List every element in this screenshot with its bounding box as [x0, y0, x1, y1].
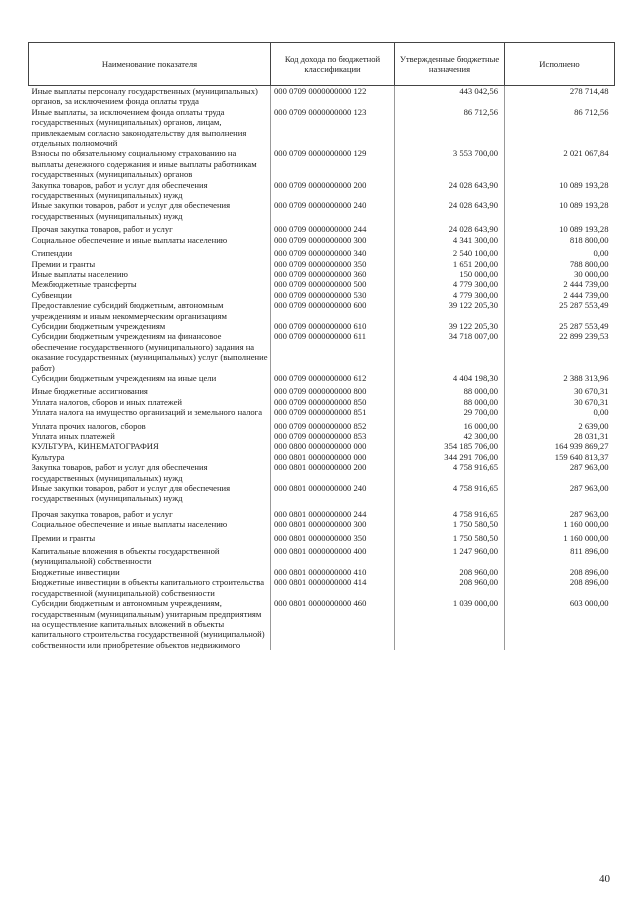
table-row [29, 519, 615, 529]
row-code: 000 0709 0000000000 850 [271, 397, 395, 407]
table-row [29, 279, 615, 289]
row-executed: 10 089 193,28 [559, 179, 609, 190]
row-name: КУЛЬТУРА, КИНЕМАТОГРАФИЯ [29, 441, 271, 451]
table-row [29, 452, 615, 462]
row-executed: 10 089 193,28 [559, 200, 609, 211]
row-executed: 164 939 869,27 [554, 441, 609, 452]
row-executed: 208 896,00 [569, 577, 609, 588]
row-name: Премии и гранты [29, 530, 271, 543]
row-code: 000 0709 0000000000 340 [271, 245, 395, 258]
table-row [29, 407, 615, 417]
table-row [29, 598, 615, 650]
row-name: Субсидии бюджетным и автономным учреждениям, государственным (муниципальным) унитарным предприятиям на осуществление капитальных вложений в объекты капитального строительства государственной (муниципальной) собственности или приобретение объектов недвижимого [29, 598, 271, 650]
header-approved-appropriations: Утвержденные бюджетные назначения [395, 43, 505, 86]
row-code: 000 0801 0000000000 350 [271, 530, 395, 543]
row-code: 000 0801 0000000000 300 [271, 519, 395, 529]
row-approved: 39 122 205,30 [395, 321, 505, 331]
row-name: Закупка товаров, работ и услуг для обеспечения государственных (муниципальных) нужд [29, 462, 271, 483]
row-approved: 4 404 198,30 [395, 373, 505, 383]
table-row [29, 577, 615, 598]
row-executed: 2 639,00 [578, 420, 609, 431]
row-approved: 208 960,00 [395, 577, 505, 598]
row-code: 000 0801 0000000000 000 [271, 452, 395, 462]
row-approved: 42 300,00 [395, 431, 505, 441]
table-row [29, 321, 615, 331]
table-row [29, 245, 615, 258]
row-executed: 22 899 239,53 [559, 331, 609, 342]
row-code: 000 0709 0000000000 500 [271, 279, 395, 289]
row-approved: 354 185 706,00 [395, 441, 505, 451]
row-name: Предоставление субсидий бюджетным, автономным учреждениям и иным некоммерческим организациям [29, 300, 271, 321]
row-name: Социальное обеспечение и иные выплаты населению [29, 235, 271, 245]
row-name: Субсидии бюджетным учреждениям [29, 321, 271, 331]
row-approved: 1 651 200,00 [395, 259, 505, 269]
table-row [29, 431, 615, 441]
row-approved: 3 553 700,00 [395, 148, 505, 179]
row-approved: 24 028 643,90 [395, 200, 505, 221]
row-code: 000 0801 0000000000 400 [271, 543, 395, 567]
row-code: 000 0709 0000000000 851 [271, 407, 395, 417]
table-body [29, 86, 615, 651]
header-indicator-name: Наименование показателя [29, 43, 271, 86]
table-row [29, 148, 615, 179]
row-approved: 4 779 300,00 [395, 290, 505, 300]
row-code: 000 0801 0000000000 414 [271, 577, 395, 598]
row-executed: 287 963,00 [569, 483, 609, 494]
table-row [29, 462, 615, 483]
row-code: 000 0709 0000000000 530 [271, 290, 395, 300]
row-approved: 88 000,00 [395, 383, 505, 396]
row-name: Уплата иных платежей [29, 431, 271, 441]
row-approved: 2 540 100,00 [395, 245, 505, 258]
row-executed: 0,00 [593, 248, 609, 259]
row-name: Взносы по обязательному социальному страхованию на выплаты денежного содержания и иные выплаты работникам государственных (муниципальных) органов [29, 148, 271, 179]
row-approved: 4 758 916,65 [395, 483, 505, 504]
row-code: 000 0709 0000000000 360 [271, 269, 395, 279]
row-name: Стипендии [29, 245, 271, 258]
row-name: Прочая закупка товаров, работ и услуг [29, 221, 271, 234]
row-code: 000 0709 0000000000 600 [271, 300, 395, 321]
row-approved: 150 000,00 [395, 269, 505, 279]
row-approved: 4 758 916,65 [395, 504, 505, 519]
row-executed: 28 031,31 [574, 431, 609, 441]
row-code: 000 0801 0000000000 460 [271, 598, 395, 650]
row-executed: 2 444 739,00 [563, 289, 609, 300]
row-executed: 25 287 553,49 [559, 300, 609, 311]
row-code: 000 0709 0000000000 122 [271, 86, 395, 107]
row-approved: 1 750 580,50 [395, 530, 505, 543]
row-approved: 16 000,00 [395, 418, 505, 431]
row-code: 000 0709 0000000000 800 [271, 383, 395, 396]
row-approved: 88 000,00 [395, 397, 505, 407]
table-row [29, 200, 615, 221]
row-approved: 344 291 706,00 [395, 452, 505, 462]
table-row [29, 235, 615, 245]
row-name: Межбюджетные трансферты [29, 279, 271, 289]
row-name: Уплата налога на имущество организаций и земельного налога [29, 407, 271, 417]
table-row [29, 269, 615, 279]
row-name: Субсидии бюджетным учреждениям на финансовое обеспечение государственного (муниципального) задания на оказание государственных (муниципальных) услуг (выполнение работ) [29, 331, 271, 373]
row-approved: 34 718 007,00 [395, 331, 505, 373]
table-row [29, 567, 615, 577]
row-executed: 30 670,31 [574, 386, 609, 397]
row-approved: 4 758 916,65 [395, 462, 505, 483]
row-approved: 4 341 300,00 [395, 235, 505, 245]
table-row [29, 504, 615, 519]
table-row [29, 300, 615, 321]
row-name: Социальное обеспечение и иные выплаты населению [29, 519, 271, 529]
table-row [29, 418, 615, 431]
row-name: Закупка товаров, работ и услуг для обеспечения государственных (муниципальных) нужд [29, 180, 271, 201]
row-code: 000 0709 0000000000 200 [271, 180, 395, 201]
row-code: 000 0709 0000000000 610 [271, 321, 395, 331]
table-row [29, 221, 615, 234]
table-row [29, 397, 615, 407]
row-code: 000 0709 0000000000 123 [271, 107, 395, 149]
budget-report-page [28, 42, 614, 650]
row-name: Иные выплаты населению [29, 269, 271, 279]
row-name: Иные бюджетные ассигнования [29, 383, 271, 396]
budget-execution-table [28, 42, 615, 650]
table-row [29, 483, 615, 504]
row-approved: 1 247 960,00 [395, 543, 505, 567]
row-code: 000 0709 0000000000 612 [271, 373, 395, 383]
row-code: 000 0709 0000000000 244 [271, 221, 395, 234]
row-name: Культура [29, 452, 271, 462]
table-row [29, 259, 615, 269]
table-row [29, 107, 615, 149]
table-row [29, 331, 615, 373]
row-code: 000 0709 0000000000 240 [271, 200, 395, 221]
row-code: 000 0709 0000000000 611 [271, 331, 395, 373]
table-row [29, 530, 615, 543]
row-name: Субвенции [29, 290, 271, 300]
row-name: Иные выплаты, за исключением фонда оплаты труда государственных (муниципальных) органов, лицам, привлекаемым согласно законодательству для выполнения отдельных полномочий [29, 107, 271, 149]
table-row [29, 373, 615, 383]
row-name: Уплата налогов, сборов и иных платежей [29, 397, 271, 407]
page-number: 40 [599, 873, 610, 885]
row-code: 000 0801 0000000000 200 [271, 462, 395, 483]
row-name: Капитальные вложения в объекты государственной (муниципальной) собственности [29, 543, 271, 567]
row-executed: 86 712,56 [574, 106, 609, 117]
table-header-row [29, 43, 615, 86]
row-approved: 443 042,56 [395, 86, 505, 107]
table-row [29, 290, 615, 300]
row-approved: 4 779 300,00 [395, 279, 505, 289]
header-classification-code: Код дохода по бюджетной классификации [271, 43, 395, 86]
row-executed: 2 388 313,96 [563, 372, 609, 383]
row-executed: 1 160 000,00 [563, 532, 609, 543]
row-name: Прочая закупка товаров, работ и услуг [29, 504, 271, 519]
row-executed: 10 089 193,28 [559, 224, 609, 235]
row-code: 000 0801 0000000000 410 [271, 567, 395, 577]
row-name: Иные закупки товаров, работ и услуг для обеспечения государственных (муниципальных) нужд [29, 483, 271, 504]
row-approved: 1 750 580,50 [395, 519, 505, 529]
row-name: Бюджетные инвестиции в объекты капитального строительства государственной (муниципальной) собственности [29, 577, 271, 598]
row-approved: 208 960,00 [395, 567, 505, 577]
row-executed: 818 800,00 [569, 234, 609, 245]
row-code: 000 0709 0000000000 129 [271, 148, 395, 179]
row-executed: 0,00 [593, 407, 609, 418]
row-code: 000 0709 0000000000 852 [271, 418, 395, 431]
row-executed: 30 670,31 [574, 396, 609, 407]
row-code: 000 0709 0000000000 853 [271, 431, 395, 441]
table-row [29, 180, 615, 201]
table-row [29, 543, 615, 567]
row-name: Иные закупки товаров, работ и услуг для обеспечения государственных (муниципальных) нужд [29, 200, 271, 221]
row-executed: 788 800,00 [569, 258, 609, 269]
row-name: Иные выплаты персоналу государственных (муниципальных) органов, за исключением фонда оплаты труда [29, 86, 271, 107]
header-executed: Исполнено [505, 43, 615, 86]
row-code: 000 0800 0000000000 000 [271, 441, 395, 451]
table-row [29, 383, 615, 396]
row-executed: 811 896,00 [570, 546, 609, 557]
row-executed: 1 160 000,00 [563, 519, 609, 530]
row-approved: 86 712,56 [395, 107, 505, 149]
row-executed: 30 000,00 [574, 268, 609, 279]
row-executed: 2 021 067,84 [563, 148, 609, 159]
row-executed: 159 640 813,37 [554, 451, 609, 462]
row-name: Бюджетные инвестиции [29, 567, 271, 577]
row-approved: 29 700,00 [395, 407, 505, 417]
row-code: 000 0709 0000000000 350 [271, 259, 395, 269]
row-approved: 1 039 000,00 [395, 598, 505, 650]
row-name: Премии и гранты [29, 259, 271, 269]
row-executed: 278 714,48 [569, 86, 609, 96]
row-executed: 603 000,00 [569, 598, 609, 609]
row-executed: 25 287 553,49 [559, 320, 609, 331]
table-row [29, 441, 615, 451]
row-code: 000 0801 0000000000 240 [271, 483, 395, 504]
row-approved: 39 122 205,30 [395, 300, 505, 321]
row-approved: 24 028 643,90 [395, 180, 505, 201]
row-executed: 287 963,00 [569, 462, 609, 473]
row-executed: 287 963,00 [569, 508, 609, 519]
table-row [29, 86, 615, 107]
row-executed: 208 896,00 [569, 566, 609, 577]
row-executed: 2 444 739,00 [563, 279, 609, 290]
row-name: Субсидии бюджетным учреждениям на иные цели [29, 373, 271, 383]
row-code: 000 0709 0000000000 300 [271, 235, 395, 245]
row-approved: 24 028 643,90 [395, 221, 505, 234]
row-name: Уплата прочих налогов, сборов [29, 418, 271, 431]
row-code: 000 0801 0000000000 244 [271, 504, 395, 519]
